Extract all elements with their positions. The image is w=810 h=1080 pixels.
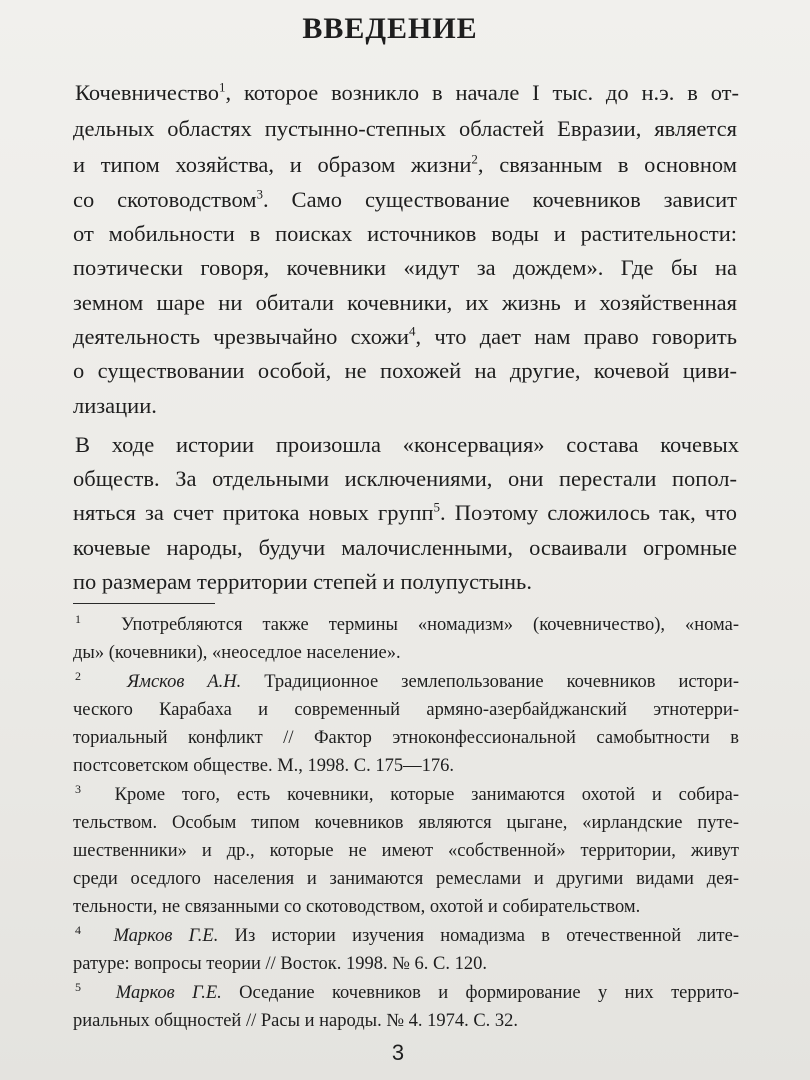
body-line: земном шаре ни обитали кочевники, их жизнь и хозяйственная	[73, 290, 737, 315]
body-line: дельных областях пустынно-степных областей Евразии, является	[73, 116, 737, 141]
footnote-ref: 2	[471, 151, 478, 167]
footnote-author: Ямсков А.Н.	[126, 672, 242, 692]
footnote-line: риальных общностей // Расы и народы. № 4. 1974. С. 32.	[73, 1011, 519, 1031]
body-line: со скотоводством$^3$. Само существование кочевников зависит	[73, 186, 737, 212]
footnote-line: среди оседлого населения и занимаются ремеслами и другими видами дея-	[73, 869, 739, 889]
footnote-ref: 1	[218, 79, 226, 95]
footnote-line: тельности, не связанными со скотоводством, охотой и собирательством.	[73, 897, 641, 917]
footnote-line: $^2$ Ямсков А.Н. Традиционное землепользование кочевников истори-	[75, 668, 739, 692]
body-line: по размерам территории степей и полупустынь.	[73, 569, 532, 594]
footnote-line: $^5$ Марков Г.Е. Оседание кочевников и формирование у них террито-	[75, 979, 740, 1003]
footnote-line: ратуре: вопросы теории // Восток. 1998. № 6. С. 120.	[73, 954, 487, 974]
footnote-number: 2	[75, 668, 81, 683]
footnote-number: 3	[75, 781, 81, 796]
footnote-number: 5	[75, 979, 81, 994]
body-line: деятельность чрезвычайно схожи$^4$, что дает нам право говорить	[73, 323, 737, 349]
footnote-line: ды» (кочевники), «неоседлое население».	[73, 643, 401, 663]
body-line: кочевые народы, будучи малочисленными, осваивали огромные	[73, 535, 737, 560]
footnote-number: 1	[75, 611, 81, 626]
body-line: Кочевничество$^1$, которое возникло в начале I тыс. до н.э. в от-	[75, 79, 739, 105]
footnote-line: $^4$ Марков Г.Е. Из истории изучения номадизма в отечественной лите-	[75, 922, 739, 946]
footnote-line: ториальный конфликт // Фактор этноконфессиональной самобытности в	[73, 728, 739, 748]
footnote-author: Марков Г.Е.	[115, 983, 222, 1003]
footnote-divider	[73, 603, 215, 604]
footnote-ref: 4	[408, 323, 416, 339]
body-line: поэтически говоря, кочевники «идут за дождем». Где бы на	[73, 255, 737, 280]
footnote-line: тельством. Особым типом кочевников являются цыгане, «ирландские путе-	[73, 813, 739, 833]
footnote-number: 4	[75, 922, 81, 937]
footnote-line: постсоветском обществе. М., 1998. С. 175—176.	[73, 756, 454, 776]
footnote-ref: 3	[256, 186, 264, 202]
body-line: В ходе истории произошла «консервация» состава кочевых	[75, 432, 739, 457]
body-line: о существовании особой, не похожей на другие, кочевой циви-	[73, 358, 737, 383]
footnote-ref: 5	[433, 499, 441, 515]
body-line: и типом хозяйства, и образом жизни$^2$, связанным в основном	[73, 151, 737, 177]
footnote-line: шественники» и др., которые не имеют «собственной» территории, живут	[73, 841, 739, 861]
footnote-line: $^3$ Кроме того, есть кочевники, которые занимаются охотой и собира-	[75, 781, 740, 805]
footnote-line: ческого Карабаха и современный армяно-азербайджанский этнотерри-	[73, 700, 739, 720]
chapter-title: ВВЕДЕНИЕ	[302, 12, 478, 45]
page-number: 3	[391, 1040, 405, 1065]
footnote-author: Марков Г.Е.	[113, 926, 219, 946]
body-line: обществ. За отдельными исключениями, они перестали попол-	[73, 466, 737, 491]
body-line: от мобильности в поисках источников воды и растительности:	[73, 221, 737, 246]
body-line: лизации.	[73, 393, 157, 418]
footnote-line: $^1$ Употребляются также термины «номадизм» (кочевничество), «нома-	[75, 611, 739, 635]
body-line: няться за счет притока новых групп$^5$. Поэтому сложилось так, что	[73, 499, 737, 525]
